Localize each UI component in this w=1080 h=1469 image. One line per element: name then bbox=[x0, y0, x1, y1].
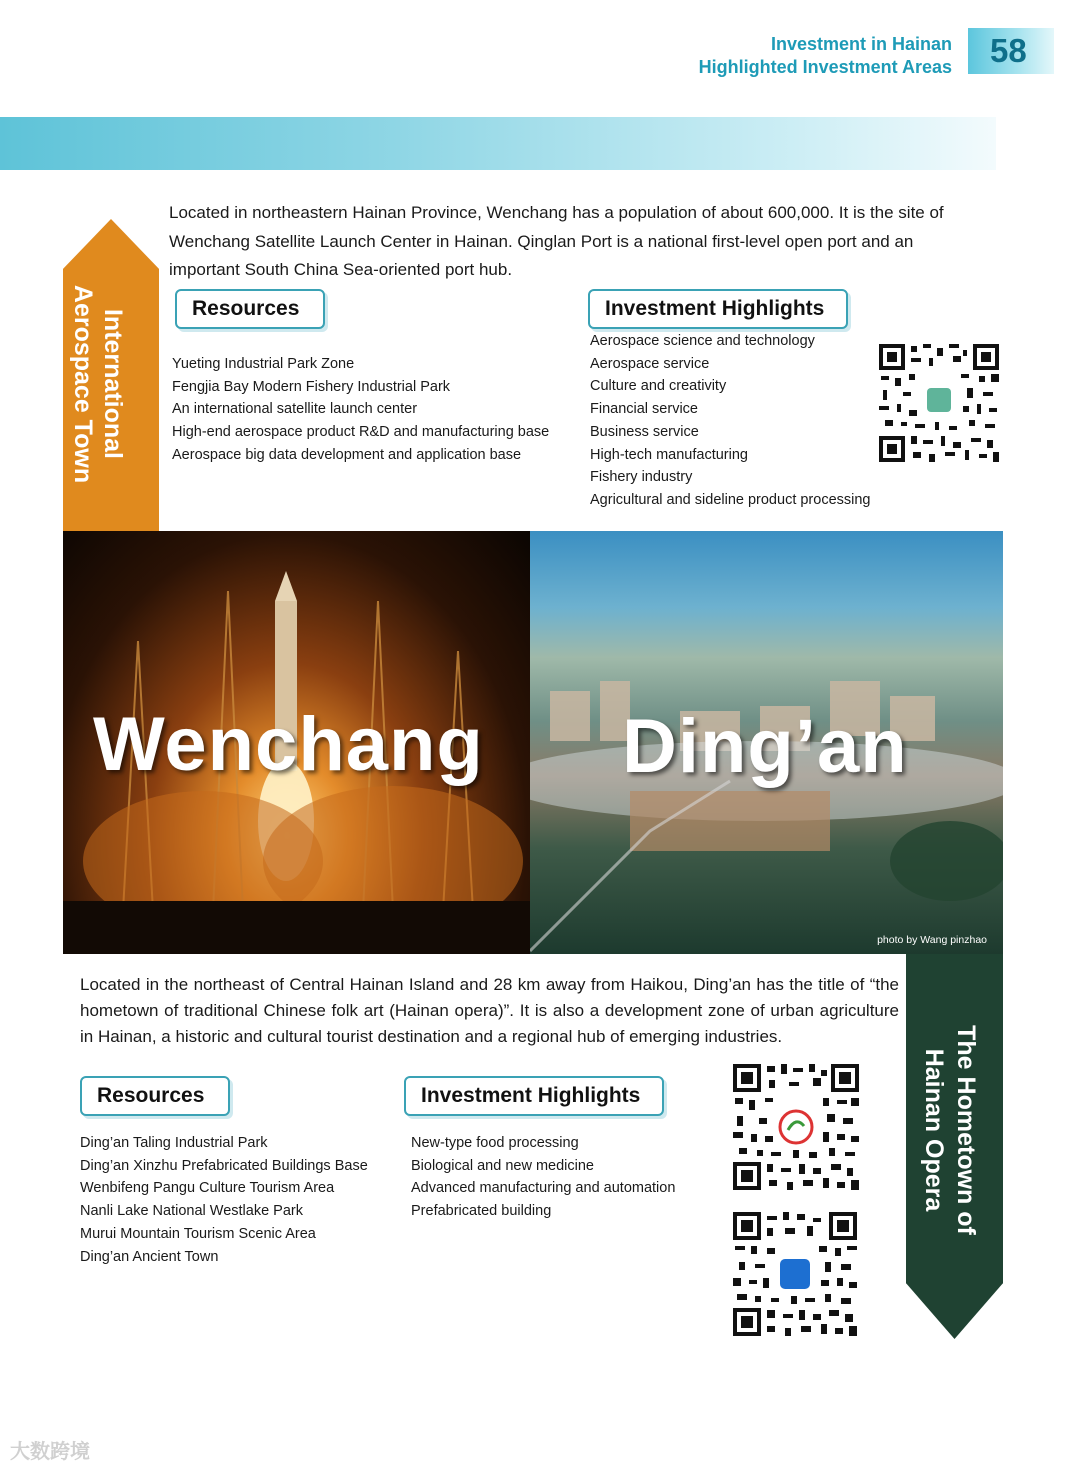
wenchang-highlights-list bbox=[590, 330, 871, 512]
list-item: Fengjia Bay Modern Fishery Industrial Park bbox=[172, 378, 451, 395]
page-number: 58 bbox=[968, 28, 1054, 74]
dingan-resources-list bbox=[80, 1132, 368, 1268]
wenchang-resources-list bbox=[172, 353, 549, 467]
list-item: Advanced manufacturing and automation bbox=[411, 1180, 676, 1197]
list-item: Biological and new medicine bbox=[411, 1157, 594, 1174]
list-item: New-type food processing bbox=[411, 1135, 579, 1151]
wenchang-ribbon-line-2: Aerospace Town bbox=[69, 284, 97, 484]
list-item: Nanli Lake National Westlake Park bbox=[80, 1203, 303, 1220]
dingan-ribbon-line-1: The Hometown of bbox=[952, 1025, 980, 1235]
dingan-qr-code-2[interactable] bbox=[733, 1212, 857, 1336]
dingan-highlights-list bbox=[411, 1132, 675, 1223]
qr-logo-icon bbox=[780, 1259, 810, 1289]
dingan-ribbon-line-2: Hainan Opera bbox=[920, 1048, 948, 1212]
list-item: Yueting Industrial Park Zone bbox=[172, 356, 355, 372]
wenchang-intro: Located in northeastern Hainan Province, Wenchang has a population of about 600,000. It is the site of Wenchang Satellite Launch Center in Hainan. Qinglan Port is a national first-level open port and an important South China Sea-oriented port hub. bbox=[169, 203, 944, 279]
header-line-1: Investment in Hainan bbox=[770, 34, 952, 54]
list-item: Aerospace science and technology bbox=[590, 333, 815, 349]
list-item: Murui Mountain Tourism Scenic Area bbox=[80, 1225, 316, 1242]
dingan-resources-heading: Resources bbox=[80, 1076, 230, 1116]
list-item: Business service bbox=[590, 423, 699, 440]
list-item: Agricultural and sideline product processing bbox=[590, 491, 871, 508]
list-item: Culture and creativity bbox=[590, 378, 727, 395]
wenchang-qr-code[interactable] bbox=[879, 344, 999, 462]
dingan-qr-code-1[interactable] bbox=[733, 1064, 859, 1190]
qr-logo-icon bbox=[780, 1111, 812, 1143]
wenchang-photo bbox=[63, 531, 530, 954]
watermark: 大数跨境 bbox=[10, 1441, 90, 1463]
wenchang-highlights-heading: Investment Highlights bbox=[588, 289, 848, 329]
dingan-highlights-heading: Investment Highlights bbox=[404, 1076, 664, 1116]
header-band bbox=[0, 117, 996, 170]
list-item: Aerospace service bbox=[590, 355, 710, 372]
wenchang-resources-heading: Resources bbox=[175, 289, 325, 329]
list-item: Financial service bbox=[590, 401, 698, 418]
list-item: Prefabricated building bbox=[411, 1203, 552, 1220]
list-item: Ding’an Xinzhu Prefabricated Buildings Base bbox=[80, 1157, 368, 1174]
list-item: Ding’an Ancient Town bbox=[80, 1248, 219, 1265]
list-item: An international satellite launch center bbox=[172, 401, 418, 418]
header-line-2: Highlighted Investment Areas bbox=[698, 57, 952, 77]
list-item: Ding’an Taling Industrial Park bbox=[80, 1135, 268, 1151]
wenchang-ribbon-line-1: International bbox=[99, 308, 127, 459]
list-item: Aerospace big data development and application base bbox=[172, 446, 522, 463]
list-item: High-end aerospace product R&D and manufacturing base bbox=[172, 424, 550, 441]
dingan-photo-title: Ding’an bbox=[622, 704, 908, 789]
dingan-intro: Located in the northeast of Central Hainan Island and 28 km away from Haikou, Ding’an has the title of “the hometown of traditional Chinese folk art (Hainan opera)”. It is also a development zone of urban agriculture in Hainan, a historic and cultural tourist destination and a regional hub of emerging industries. bbox=[80, 975, 899, 1046]
list-item: Fishery industry bbox=[590, 469, 693, 486]
list-item: High-tech manufacturing bbox=[590, 446, 748, 463]
wenchang-photo-title: Wenchang bbox=[93, 702, 484, 787]
dingan-photo bbox=[530, 531, 1003, 954]
qr-logo-icon bbox=[927, 388, 951, 412]
photo-credit: photo by Wang pinzhao bbox=[877, 934, 987, 946]
list-item: Wenbifeng Pangu Culture Tourism Area bbox=[80, 1180, 335, 1197]
